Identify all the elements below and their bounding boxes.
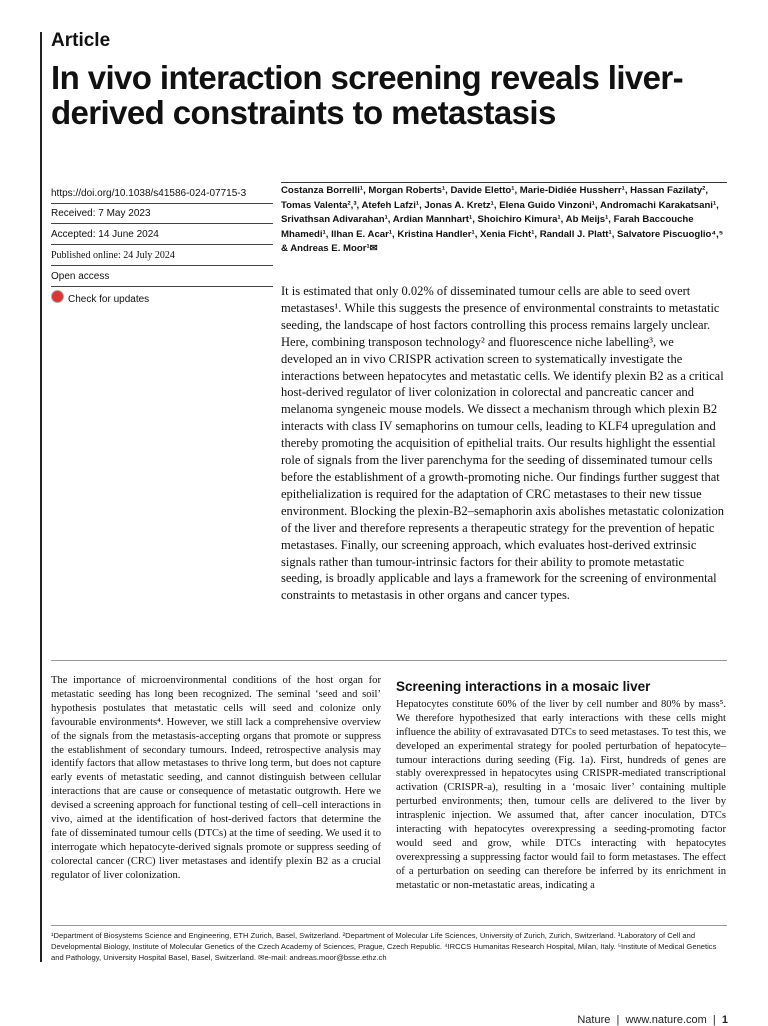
intro-column: The importance of microenvironmental conditions of the host organ for metastatic seeding has long been recognized. The seminal ‘seed and soil’ hypothesis postulates that metastatic cells will seed and colonize only favourable environments⁴. However, we still lack a comprehensive overview of the signals from the metastasis-accepting organs that promote or suppress the establishment of secondary tumours. Indeed, retrospective analysis may identify factors that allow metastases to thrive long term, but does not capture early events of metastatic seeding, and cannot distinguish between cellular interactions that are cause or consequence of metastatic outgrowth. Here we devised a screening approach for functional testing of cell–cell interactions in vivo, aimed at the identification of host-derived factors that determine the fate of disseminated tumour cells (DTCs) at the time of seeding. We used it to interrogate which hepatocyte-derived signals promote or suppress seeding of colorectal cancer (CRC) liver metastases and identify plexin B2 as a crucial regulator of liver colonization. [51,675,381,881]
meta-published: Published online: 24 July 2024 [51,246,273,266]
check-updates-button[interactable]: Check for updates [51,287,273,309]
section-divider [51,660,727,661]
left-accent-bar [40,32,42,962]
footer-site-link[interactable]: www.nature.com [625,1014,707,1026]
right-column-text: Hepatocytes constitute 60% of the liver by cell number and 80% by mass⁵. We therefore hypothesized that early interactions with these cells might influence the ability of extravasated DTCs to seed metastases. To test this, we developed an experimental strategy for pooled perturbation of hepatocyte–tumour interactions during seeding (Fig. 1a). First, hundreds of genes are stably overexpressed in hepatocytes using CRISPR-mediated transcriptional activation (CRISPR-a), resulting in a ‘mosaic liver’ containing multiple perturbed environments; then, tumour cells are delivered to the liver by intrasplenic injection. We assumed that, after cancer inoculation, DTCs interacting with hepatocytes overexpressing a seeding-promoting factor would seed and grow, while DTCs interacting with hepatocytes overexpressing a suppressing factor would fail to form metastases. The effect of a perturbation on seeding can therefore be inferred by its enrichment in metastatic or non-metastatic areas, indicating a [396,698,726,891]
right-column [396,680,726,893]
meta-accepted: Accepted: 14 June 2024 [51,225,273,245]
authors-rule [281,182,727,183]
meta-open-access: Open access [51,267,273,287]
meta-doi[interactable]: https://doi.org/10.1038/s41586-024-07715-3 [51,184,273,204]
page-number: 1 [721,1014,728,1026]
section-heading: Screening interactions in a mosaic liver [396,679,651,694]
article-type: Article [51,30,111,51]
article-title: In vivo interaction screening reveals liver-derived constraints to metastasis [51,59,684,131]
meta-received: Received: 7 May 2023 [51,204,273,224]
footer-journal: Nature [577,1014,611,1026]
page-footer: Nature | www.nature.com | 1 [577,1014,728,1026]
abstract: It is estimated that only 0.02% of disseminated tumour cells are able to seed overt metastases¹. While this suggests the presence of environmental constraints to metastatic seeding, the landscape of host factors controlling this process remains largely unclear. Here, combining transposon technology² and fluorescence niche labelling³, we developed an in vivo CRISPR activation screen to systematically investigate the interactions between hepatocytes and metastatic cells. We identify plexin B2 as a critical host-derived regulator of liver colonization in colorectal and pancreatic cancer and melanoma syngeneic mouse models. We dissect a mechanism through which plexin B2 interacts with class IV semaphorins on tumour cells, leading to KLF4 upregulation and thereby promoting the acquisition of epithelial traits. Our results highlight the essential role of signals from the liver parenchyma for the seeding of disseminated tumour cells before the establishment of a growth-promoting niche. Our findings further suggest that epithelialization is required for the adaptation of CRC metastases to their new tissue environment. Blocking the plexin-B2–semaphorin axis abolishes metastatic colonization of the liver and therefore represents a therapeutic strategy for the prevention of hepatic metastases. Finally, our screening approach, which evaluates host-derived extrinsic signals rather than tumour-intrinsic factors for their ability to promote metastatic seeding, is broadly applicable and lays a framework for the screening of environmental constraints to metastasis in other organs and cancer types. [281,284,724,603]
footnote-rule [51,925,727,926]
check-updates-icon [51,290,64,303]
affiliations-footnote: ¹Department of Biosystems Science and Engineering, ETH Zurich, Basel, Switzerland. ²Department of Molecular Life Sciences, University of Zurich, Zurich, Switzerland. ³Laboratory of Cell and Developmental Biology, Institute of Molecular Genetics of the Czech Academy of Sciences, Prague, Czech Republic. ⁴IRCCS Humanitas Research Hospital, Milan, Italy. ⁵Institute of Medical Genetics and Pathology, University Hospital Basel, Basel, Switzerland. ✉e-mail: andreas.moor@bsse.ethz.ch [51,931,717,962]
author-list: Costanza Borrelli¹, Morgan Roberts¹, Davide Eletto¹, Marie-Didiée Hussherr¹, Hassan Fazilaty², Tomas Valenta²,³, Atefeh Lafzi¹, Jonas A. Kretz¹, Elena Guido Vinzoni¹, Andromachi Karakatsani¹, Srivathsan Adivarahan¹, Ardian Mannhart¹, Shoichiro Kimura¹, Ab Meijs¹, Farah Baccouche Mhamedi¹, Ilhan E. Acar¹, Kristina Handler¹, Xenia Ficht¹, Randall J. Platt¹, Salvatore Piscuoglio⁴,⁵ & Andreas E. Moor¹✉ [281,185,724,254]
